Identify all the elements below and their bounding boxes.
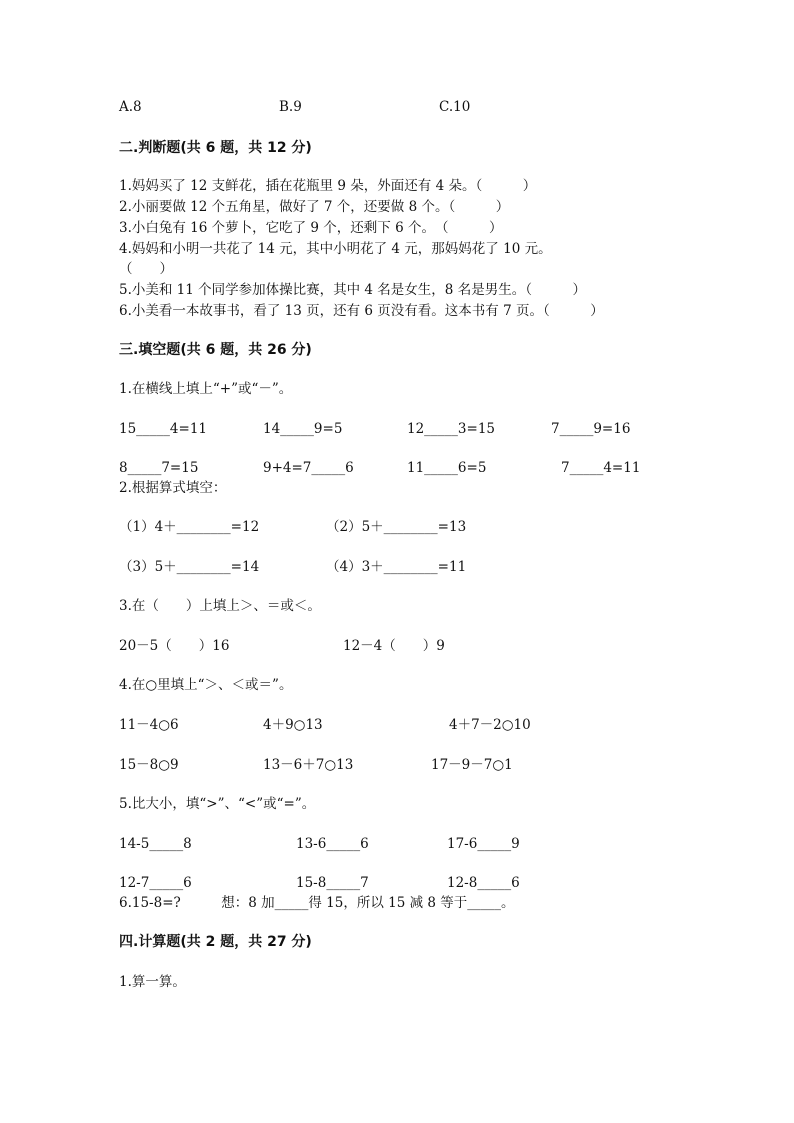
comparison: 15－8○9 (119, 757, 179, 773)
judge-item: 2.小丽要做 12 个五角星，做好了 7 个，还要做 8 个。（ ） (119, 199, 510, 215)
section-heading-fill: 三.填空题(共 6 题，共 26 分) (119, 342, 312, 358)
comparison: 20－5（ ）16 (119, 638, 230, 654)
option-b: B.9 (279, 99, 302, 115)
comparison: 4＋9○13 (263, 717, 323, 733)
equation: （1）4＋________=12 (119, 519, 260, 535)
question-title: 5.比大小，填“>”、“<”或“=”。 (119, 796, 316, 812)
section-heading-calc: 四.计算题(共 2 题，共 27 分) (119, 934, 312, 950)
judge-item: 6.小美看一本故事书，看了 13 页，还有 6 页没有看。这本书有 7 页。（ ） (119, 303, 604, 319)
judge-item: 1.妈妈买了 12 支鲜花，插在花瓶里 9 朵，外面还有 4 朵。（ ） (119, 178, 537, 194)
equation: 15_____4=11 (119, 421, 208, 437)
equation: 7_____4=11 (561, 460, 641, 476)
comparison: 13-6_____6 (296, 836, 369, 852)
question-title: 2.根据算式填空： (119, 480, 227, 496)
judge-item-continuation: （ ） (119, 261, 173, 277)
judge-item: 4.妈妈和小明一共花了 14 元，其中小明花了 4 元，那妈妈花了 10 元。 (119, 241, 552, 257)
equation: （2）5＋________=13 (326, 519, 467, 535)
option-c: C.10 (439, 99, 471, 115)
comparison: 11－4○6 (119, 717, 179, 733)
equation: 8_____7=15 (119, 460, 199, 476)
question-title: 4.在○里填上“＞、＜或＝”。 (119, 677, 293, 693)
comparison: 14-5_____8 (119, 836, 192, 852)
equation: 14_____9=5 (263, 421, 343, 437)
equation: （4）3＋________=11 (326, 559, 467, 575)
equation: 9+4=7_____6 (263, 460, 354, 476)
equation: 12_____3=15 (407, 421, 496, 437)
question-title: 1.在横线上填上“+”或“－”。 (119, 381, 293, 397)
comparison: 17－9－7○1 (431, 757, 513, 773)
comparison: 12-7_____6 (119, 875, 192, 891)
section-heading-judge: 二.判断题(共 6 题，共 12 分) (119, 140, 312, 156)
question-title: 3.在（ ）上填上＞、＝或＜。 (119, 598, 321, 614)
comparison: 12－4（ ）9 (343, 638, 445, 654)
comparison: 17-6_____9 (447, 836, 520, 852)
judge-item: 5.小美和 11 个同学参加体操比赛，其中 4 名是女生，8 名是男生。（ ） (119, 282, 586, 298)
equation: 11_____6=5 (407, 460, 487, 476)
comparison: 12-8_____6 (447, 875, 520, 891)
comparison: 15-8_____7 (296, 875, 369, 891)
comparison: 4＋7－2○10 (449, 717, 531, 733)
judge-item: 3.小白兔有 16 个萝卜，它吃了 9 个，还剩下 6 个。 （ ） (119, 220, 503, 236)
option-a: A.8 (119, 99, 142, 115)
question-title: 6.15-8=? 想：8 加_____得 15，所以 15 减 8 等于_____。 (119, 895, 515, 911)
comparison: 13－6＋7○13 (263, 757, 354, 773)
question-title: 1.算一算。 (119, 974, 186, 990)
equation: 7_____9=16 (551, 421, 631, 437)
equation: （3）5＋________=14 (119, 559, 260, 575)
